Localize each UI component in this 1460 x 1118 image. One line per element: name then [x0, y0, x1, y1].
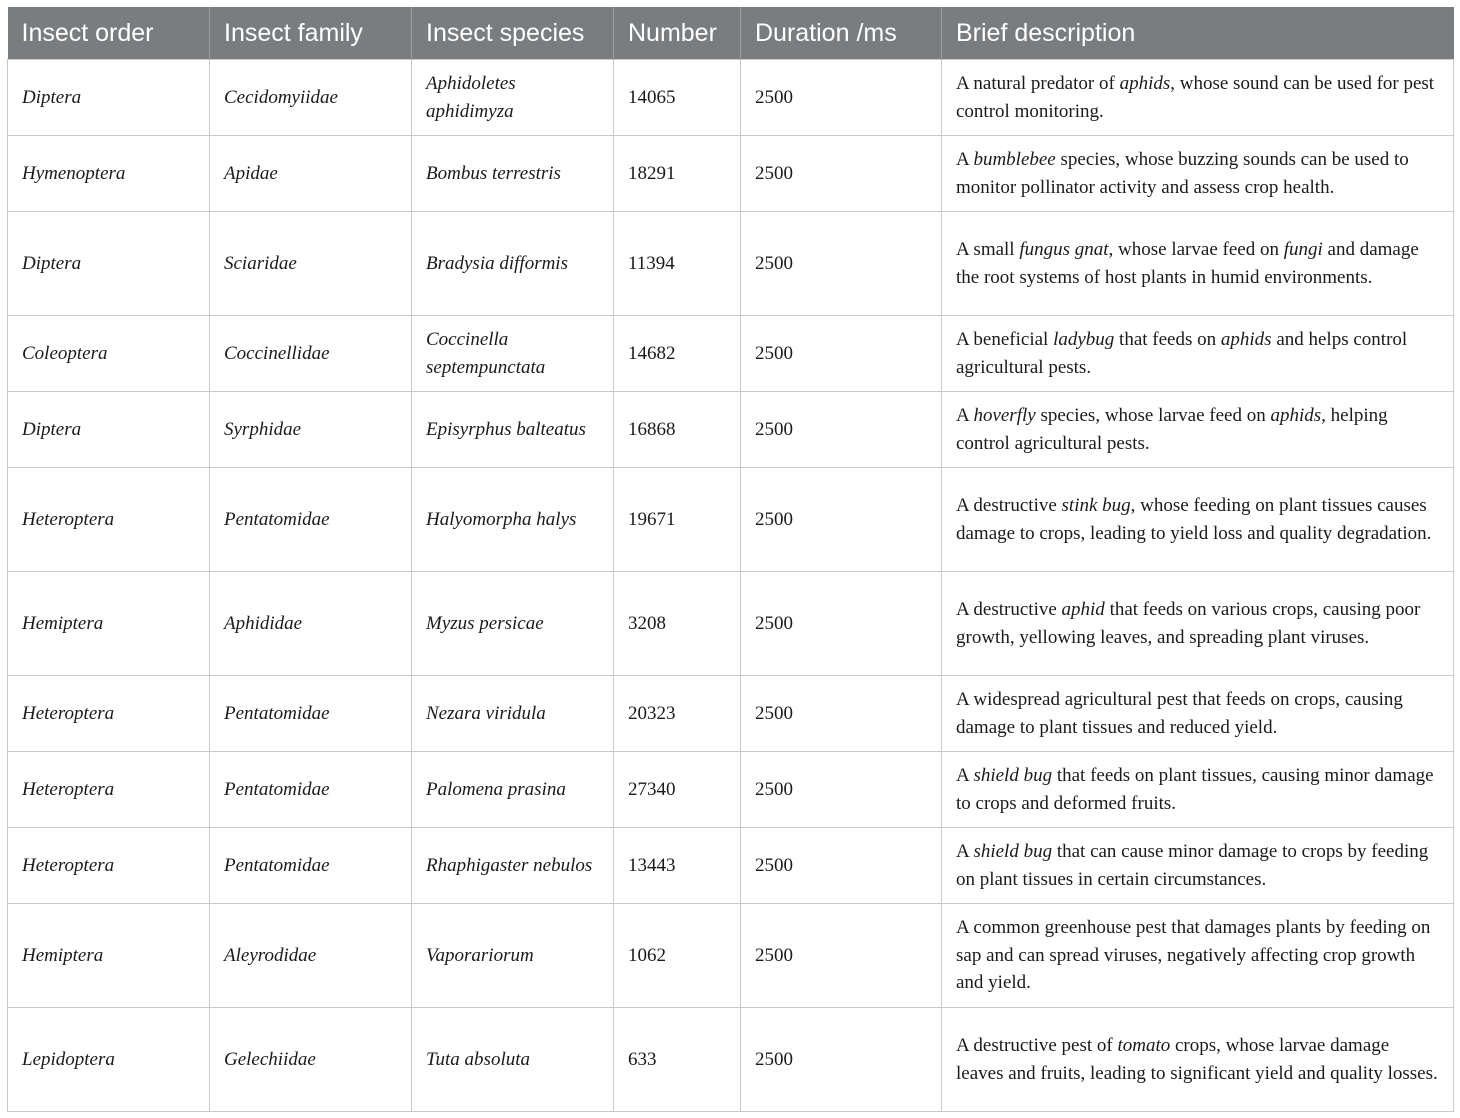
description-text: A — [956, 149, 974, 170]
description-text: that can cause minor damage to crops by feeding on plant tissues in certain circumstances. — [956, 841, 1429, 890]
table-row — [8, 392, 1454, 468]
description-italic-term: hoverfly — [973, 405, 1036, 426]
cell-insect-species: Halyomorpha halys — [412, 468, 614, 572]
description-italic-term: shield bug — [973, 765, 1053, 786]
cell-brief-description — [942, 904, 1454, 1008]
description-italic-term: aphid — [1061, 599, 1105, 620]
cell-duration: 2500 — [741, 752, 942, 828]
header-insect-order: Insect order — [8, 7, 210, 60]
table-row — [8, 1008, 1454, 1112]
header-duration: Duration /ms — [741, 7, 942, 60]
cell-duration: 2500 — [741, 1008, 942, 1112]
cell-brief-description — [942, 136, 1454, 212]
table-row — [8, 212, 1454, 316]
cell-insect-family: Coccinellidae — [210, 316, 412, 392]
cell-brief-description — [942, 212, 1454, 316]
cell-brief-description — [942, 392, 1454, 468]
header-number: Number — [614, 7, 741, 60]
cell-insect-family: Pentatomidae — [210, 828, 412, 904]
description-text: A small — [956, 239, 1020, 260]
cell-insect-species: Aphidoletes aphidimyza — [412, 60, 614, 136]
cell-insect-species: Coccinella septempunctata — [412, 316, 614, 392]
cell-insect-order: Heteroptera — [8, 676, 210, 752]
cell-insect-family: Pentatomidae — [210, 676, 412, 752]
cell-insect-family: Pentatomidae — [210, 468, 412, 572]
cell-insect-order: Hemiptera — [8, 572, 210, 676]
cell-duration: 2500 — [741, 572, 942, 676]
cell-brief-description — [942, 316, 1454, 392]
cell-number: 14065 — [614, 60, 741, 136]
cell-insect-species: Rhaphigaster nebulos — [412, 828, 614, 904]
table-row — [8, 60, 1454, 136]
cell-duration: 2500 — [741, 904, 942, 1008]
cell-insect-family: Gelechiidae — [210, 1008, 412, 1112]
cell-insect-order: Heteroptera — [8, 468, 210, 572]
cell-duration: 2500 — [741, 828, 942, 904]
cell-insect-family: Apidae — [210, 136, 412, 212]
table-row — [8, 676, 1454, 752]
table-row — [8, 752, 1454, 828]
header-insect-family: Insect family — [210, 7, 412, 60]
cell-number: 27340 — [614, 752, 741, 828]
cell-duration: 2500 — [741, 316, 942, 392]
table-row — [8, 136, 1454, 212]
description-italic-term: fungus gnat — [1019, 239, 1109, 260]
table-row — [8, 828, 1454, 904]
cell-insect-order: Coleoptera — [8, 316, 210, 392]
table-header-row — [8, 7, 1454, 60]
description-italic-term: tomato — [1117, 1035, 1171, 1056]
insect-table-container — [7, 7, 1453, 1112]
description-text: that feeds on plant tissues, causing minor damage to crops and deformed fruits. — [956, 765, 1434, 814]
cell-duration: 2500 — [741, 676, 942, 752]
description-italic-term: ladybug — [1053, 329, 1115, 350]
header-brief-description: Brief description — [942, 7, 1454, 60]
description-text: A widespread agricultural pest that feeds on crops, causing damage to plant tissues and reduced yield. — [956, 689, 1403, 738]
description-text: species, whose larvae feed on — [1035, 405, 1271, 426]
cell-brief-description — [942, 752, 1454, 828]
table-row — [8, 904, 1454, 1008]
description-text: crops, whose larvae damage leaves and fruits, leading to significant yield and quality losses. — [956, 1035, 1438, 1084]
cell-insect-family: Cecidomyiidae — [210, 60, 412, 136]
cell-number: 20323 — [614, 676, 741, 752]
description-text: and damage the root systems of host plants in humid environments. — [956, 239, 1419, 288]
description-text: that feeds on — [1114, 329, 1221, 350]
header-insect-species: Insect species — [412, 7, 614, 60]
cell-number: 14682 — [614, 316, 741, 392]
cell-insect-species: Bombus terrestris — [412, 136, 614, 212]
cell-insect-order: Lepidoptera — [8, 1008, 210, 1112]
cell-insect-family: Aphididae — [210, 572, 412, 676]
cell-duration: 2500 — [741, 212, 942, 316]
description-text: , whose feeding on plant tissues causes damage to crops, leading to yield loss and quality degradation. — [956, 495, 1432, 544]
description-text: A — [956, 765, 974, 786]
cell-insect-order: Diptera — [8, 392, 210, 468]
cell-insect-order: Heteroptera — [8, 828, 210, 904]
cell-brief-description — [942, 572, 1454, 676]
cell-brief-description — [942, 1008, 1454, 1112]
insect-sound-dataset-table — [7, 7, 1454, 1112]
cell-insect-order: Hemiptera — [8, 904, 210, 1008]
cell-duration: 2500 — [741, 468, 942, 572]
description-text: , whose larvae feed on — [1108, 239, 1284, 260]
description-text: , helping control agricultural pests. — [956, 405, 1388, 454]
description-text: A destructive — [956, 495, 1062, 516]
cell-insect-species: Vaporariorum — [412, 904, 614, 1008]
description-italic-term: aphids — [1270, 405, 1322, 426]
table-body — [8, 60, 1454, 1112]
cell-insect-species: Tuta absoluta — [412, 1008, 614, 1112]
description-text: and helps control agricultural pests. — [956, 329, 1408, 378]
cell-number: 16868 — [614, 392, 741, 468]
description-text: , whose sound can be used for pest control monitoring. — [956, 73, 1435, 122]
cell-insect-order: Heteroptera — [8, 752, 210, 828]
description-text: A — [956, 405, 974, 426]
cell-insect-species: Episyrphus balteatus — [412, 392, 614, 468]
cell-number: 13443 — [614, 828, 741, 904]
cell-insect-family: Syrphidae — [210, 392, 412, 468]
cell-duration: 2500 — [741, 136, 942, 212]
description-italic-term: aphids — [1119, 73, 1171, 94]
description-text: A — [956, 841, 974, 862]
description-italic-term: stink bug — [1061, 495, 1131, 516]
cell-brief-description — [942, 676, 1454, 752]
cell-insect-species: Nezara viridula — [412, 676, 614, 752]
description-text: species, whose buzzing sounds can be used to monitor pollinator activity and assess crop health. — [956, 149, 1409, 198]
description-text: A natural predator of — [956, 73, 1120, 94]
cell-brief-description — [942, 828, 1454, 904]
cell-number: 19671 — [614, 468, 741, 572]
description-italic-term: fungi — [1283, 239, 1323, 260]
cell-insect-order: Hymenoptera — [8, 136, 210, 212]
cell-brief-description — [942, 60, 1454, 136]
description-text: A destructive — [956, 599, 1062, 620]
table-row — [8, 572, 1454, 676]
description-text: A beneficial — [956, 329, 1054, 350]
cell-duration: 2500 — [741, 392, 942, 468]
description-text: that feeds on various crops, causing poor growth, yellowing leaves, and spreading plant viruses. — [956, 599, 1421, 648]
table-row — [8, 316, 1454, 392]
table-row — [8, 468, 1454, 572]
cell-insect-order: Diptera — [8, 60, 210, 136]
cell-insect-family: Pentatomidae — [210, 752, 412, 828]
cell-insect-species: Bradysia difformis — [412, 212, 614, 316]
description-text: A destructive pest of — [956, 1035, 1118, 1056]
cell-insect-family: Sciaridae — [210, 212, 412, 316]
cell-number: 18291 — [614, 136, 741, 212]
cell-brief-description — [942, 468, 1454, 572]
description-italic-term: shield bug — [973, 841, 1053, 862]
cell-insect-species: Palomena prasina — [412, 752, 614, 828]
cell-duration: 2500 — [741, 60, 942, 136]
cell-number: 1062 — [614, 904, 741, 1008]
description-italic-term: aphids — [1220, 329, 1272, 350]
description-italic-term: bumblebee — [973, 149, 1056, 170]
cell-number: 3208 — [614, 572, 741, 676]
cell-insect-family: Aleyrodidae — [210, 904, 412, 1008]
cell-number: 11394 — [614, 212, 741, 316]
cell-number: 633 — [614, 1008, 741, 1112]
cell-insect-order: Diptera — [8, 212, 210, 316]
description-text: A common greenhouse pest that damages plants by feeding on sap and can spread viruses, negatively affecting crop growth and yield. — [956, 917, 1431, 994]
cell-insect-species: Myzus persicae — [412, 572, 614, 676]
